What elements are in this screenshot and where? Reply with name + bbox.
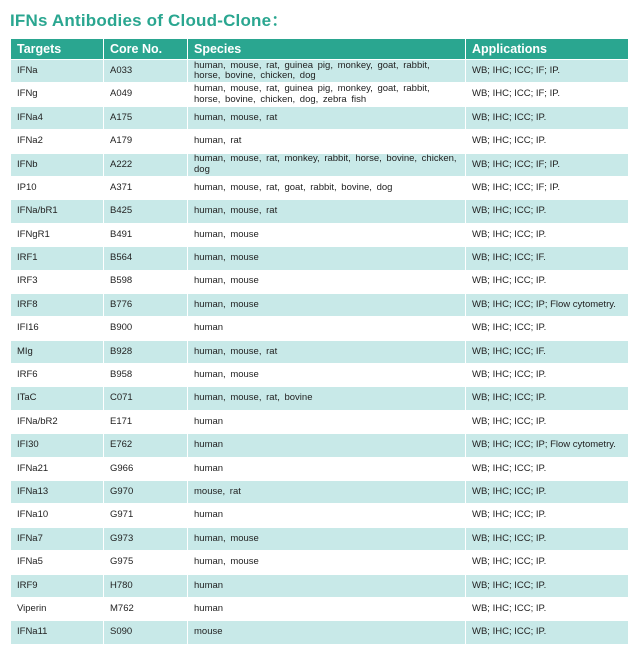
core-no-cell: S090: [104, 621, 188, 644]
applications-cell: WB; IHC; ICC; IP.: [466, 364, 629, 387]
species-cell: human, mouse: [188, 270, 466, 293]
header-applications: Applications: [466, 39, 629, 60]
applications-cell: WB; IHC; ICC; IP.: [466, 130, 629, 153]
core-no-cell: A371: [104, 176, 188, 199]
species-cell: human: [188, 457, 466, 480]
species-cell: human, mouse, rat: [188, 340, 466, 363]
applications-cell: WB; IHC; ICC; IF; IP.: [466, 153, 629, 176]
species-cell: human: [188, 410, 466, 433]
species-cell: human, rat: [188, 130, 466, 153]
species-cell: human, mouse: [188, 527, 466, 550]
core-no-cell: G970: [104, 481, 188, 504]
table-row: [11, 387, 629, 410]
target-cell: IFNa/bR1: [11, 200, 104, 223]
core-no-cell: M762: [104, 597, 188, 620]
applications-cell: WB; IHC; ICC; IP.: [466, 621, 629, 644]
species-cell: human: [188, 574, 466, 597]
core-no-cell: C071: [104, 387, 188, 410]
applications-cell: WB; IHC; ICC; IP.: [466, 223, 629, 246]
applications-cell: WB; IHC; ICC; IF.: [466, 247, 629, 270]
applications-cell: WB; IHC; ICC; IP.: [466, 574, 629, 597]
target-cell: IP10: [11, 176, 104, 199]
target-cell: IRF1: [11, 247, 104, 270]
species-cell: human: [188, 317, 466, 340]
target-cell: IFNa21: [11, 457, 104, 480]
species-cell: human, mouse, rat, monkey, rabbit, horse, bovine, chicken, dog: [188, 153, 466, 176]
target-cell: IFNgR1: [11, 223, 104, 246]
table-row: [11, 176, 629, 199]
applications-cell: WB; IHC; ICC; IP.: [466, 597, 629, 620]
table-row: [11, 504, 629, 527]
page-title: IFNs Antibodies of Cloud-Clone：: [10, 11, 289, 30]
core-no-cell: B900: [104, 317, 188, 340]
core-no-cell: H780: [104, 574, 188, 597]
table-row: [11, 364, 629, 387]
core-no-cell: B776: [104, 293, 188, 316]
table-row: [11, 317, 629, 340]
target-cell: Viperin: [11, 597, 104, 620]
applications-cell: WB; IHC; ICC; IF; IP.: [466, 176, 629, 199]
table-header-row: [11, 39, 629, 60]
target-cell: MIg: [11, 340, 104, 363]
table-row: [11, 223, 629, 246]
target-cell: IFNa13: [11, 481, 104, 504]
target-cell: IFNa7: [11, 527, 104, 550]
core-no-cell: A049: [104, 83, 188, 106]
applications-cell: WB; IHC; ICC; IF; IP.: [466, 83, 629, 106]
core-no-cell: A175: [104, 106, 188, 129]
table-body: [11, 60, 629, 645]
target-cell: IFNa4: [11, 106, 104, 129]
species-cell: human, mouse, rat: [188, 106, 466, 129]
target-cell: IFNg: [11, 83, 104, 106]
core-no-cell: A179: [104, 130, 188, 153]
target-cell: ITaC: [11, 387, 104, 410]
species-cell: mouse, rat: [188, 481, 466, 504]
header-species: Species: [188, 39, 466, 60]
core-no-cell: B958: [104, 364, 188, 387]
target-cell: IRF9: [11, 574, 104, 597]
table-row: [11, 481, 629, 504]
species-cell: human, mouse: [188, 364, 466, 387]
table-row: [11, 153, 629, 176]
applications-cell: WB; IHC; ICC; IP.: [466, 527, 629, 550]
table-row: [11, 293, 629, 316]
core-no-cell: A033: [104, 60, 188, 83]
core-no-cell: G975: [104, 551, 188, 574]
target-cell: IFI16: [11, 317, 104, 340]
table-row: [11, 247, 629, 270]
antibodies-table: [10, 38, 629, 645]
species-cell: human: [188, 504, 466, 527]
table-row: [11, 130, 629, 153]
header-targets: Targets: [11, 39, 104, 60]
applications-cell: WB; IHC; ICC; IP.: [466, 317, 629, 340]
applications-cell: WB; IHC; ICC; IP.: [466, 504, 629, 527]
header-core-no: Core No.: [104, 39, 188, 60]
species-cell: human, mouse: [188, 293, 466, 316]
core-no-cell: G966: [104, 457, 188, 480]
species-cell: human: [188, 434, 466, 457]
species-cell: human, mouse, rat, guinea pig, monkey, goat, rabbit, horse, bovine, chicken, dog, zebra fish: [188, 83, 466, 106]
species-cell: human, mouse, rat, guinea pig, monkey, goat, rabbit, horse, bovine, chicken, dog: [188, 60, 466, 83]
table-row: [11, 621, 629, 644]
core-no-cell: G973: [104, 527, 188, 550]
table-row: [11, 60, 629, 83]
applications-cell: WB; IHC; ICC; IP.: [466, 387, 629, 410]
table-row: [11, 597, 629, 620]
applications-cell: WB; IHC; ICC; IP.: [466, 551, 629, 574]
applications-cell: WB; IHC; ICC; IP; Flow cytometry.: [466, 434, 629, 457]
species-cell: human, mouse: [188, 223, 466, 246]
target-cell: IFNa2: [11, 130, 104, 153]
target-cell: IFNa11: [11, 621, 104, 644]
table-row: [11, 83, 629, 106]
species-cell: human: [188, 597, 466, 620]
core-no-cell: B491: [104, 223, 188, 246]
table-row: [11, 551, 629, 574]
applications-cell: WB; IHC; ICC; IP.: [466, 481, 629, 504]
species-cell: human, mouse, rat, bovine: [188, 387, 466, 410]
applications-cell: WB; IHC; ICC; IP.: [466, 270, 629, 293]
core-no-cell: B564: [104, 247, 188, 270]
target-cell: IFNb: [11, 153, 104, 176]
table-row: [11, 434, 629, 457]
core-no-cell: A222: [104, 153, 188, 176]
target-cell: IFNa5: [11, 551, 104, 574]
table-row: [11, 574, 629, 597]
species-cell: human, mouse, rat, goat, rabbit, bovine, dog: [188, 176, 466, 199]
table-row: [11, 270, 629, 293]
target-cell: IRF6: [11, 364, 104, 387]
core-no-cell: E171: [104, 410, 188, 433]
applications-cell: WB; IHC; ICC; IP.: [466, 410, 629, 433]
species-cell: human, mouse: [188, 247, 466, 270]
applications-cell: WB; IHC; ICC; IF; IP.: [466, 60, 629, 83]
applications-cell: WB; IHC; ICC; IF.: [466, 340, 629, 363]
applications-cell: WB; IHC; ICC; IP.: [466, 200, 629, 223]
table-row: [11, 457, 629, 480]
core-no-cell: G971: [104, 504, 188, 527]
species-cell: human, mouse: [188, 551, 466, 574]
core-no-cell: B928: [104, 340, 188, 363]
applications-cell: WB; IHC; ICC; IP.: [466, 106, 629, 129]
core-no-cell: E762: [104, 434, 188, 457]
table-row: [11, 106, 629, 129]
target-cell: IFI30: [11, 434, 104, 457]
species-cell: mouse: [188, 621, 466, 644]
table-row: [11, 527, 629, 550]
target-cell: IFNa/bR2: [11, 410, 104, 433]
table-row: [11, 410, 629, 433]
core-no-cell: B425: [104, 200, 188, 223]
target-cell: IRF8: [11, 293, 104, 316]
species-cell: human, mouse, rat: [188, 200, 466, 223]
target-cell: IFNa10: [11, 504, 104, 527]
applications-cell: WB; IHC; ICC; IP; Flow cytometry.: [466, 293, 629, 316]
table-row: [11, 340, 629, 363]
target-cell: IRF3: [11, 270, 104, 293]
table-row: [11, 200, 629, 223]
target-cell: IFNa: [11, 60, 104, 83]
applications-cell: WB; IHC; ICC; IP.: [466, 457, 629, 480]
core-no-cell: B598: [104, 270, 188, 293]
